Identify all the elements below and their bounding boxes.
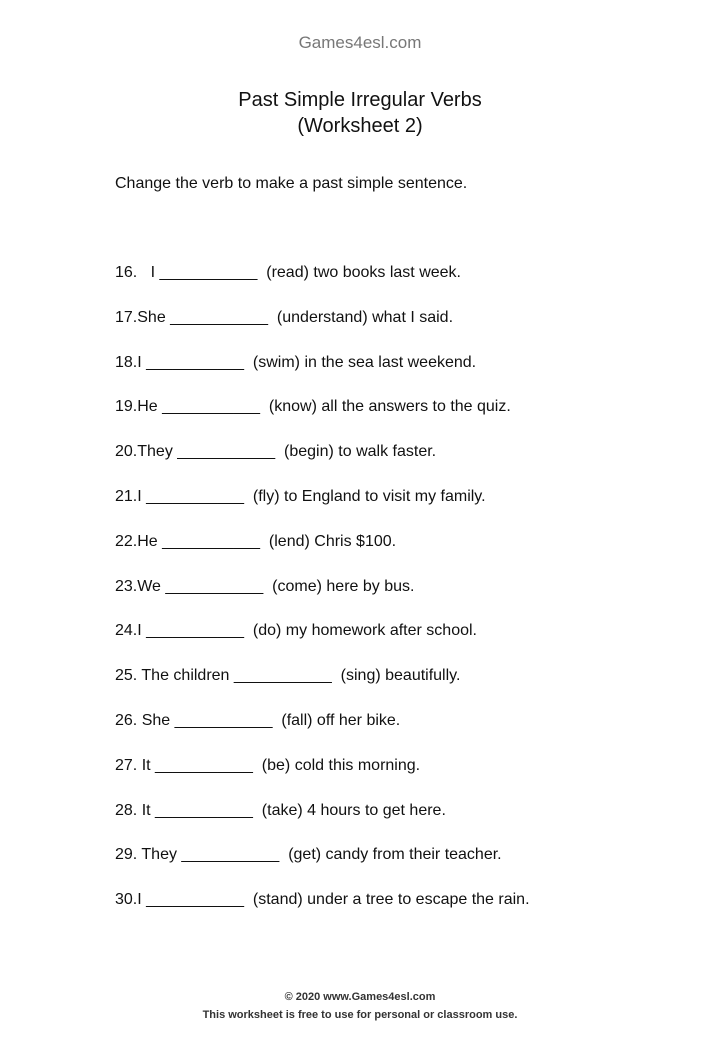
question-item: 29. They ___________ (get) candy from their teacher. xyxy=(115,846,502,864)
question-item: 28. It ___________ (take) 4 hours to get here. xyxy=(115,801,446,819)
question-item: 23.We ___________ (come) here by bus. xyxy=(115,577,415,595)
question-item: 21.I ___________ (fly) to England to visit my family. xyxy=(115,487,486,505)
question-item: 27. It ___________ (be) cold this morning. xyxy=(115,756,421,774)
site-header: Games4esl.com xyxy=(298,33,422,52)
question-item: 18.I ___________ (swim) in the sea last weekend. xyxy=(115,353,477,371)
instructions: Change the verb to make a past simple sentence. xyxy=(115,175,468,192)
question-item: 24.I ___________ (do) my homework after school. xyxy=(115,622,477,640)
question-item: 16. I ___________ (read) two books last week. xyxy=(115,264,461,281)
question-item: 20.They ___________ (begin) to walk faster. xyxy=(115,443,437,461)
question-item: 22.He ___________ (lend) Chris $100. xyxy=(115,532,397,550)
question-item: 25. The children ___________ (sing) beautifully. xyxy=(115,667,461,685)
title-line-2: (Worksheet 2) xyxy=(297,115,423,137)
title-line-1: Past Simple Irregular Verbs xyxy=(238,89,482,111)
question-item: 19.He ___________ (know) all the answers to the quiz. xyxy=(115,398,511,416)
question-item: 17.She ___________ (understand) what I said. xyxy=(115,308,454,326)
footer-copyright: © 2020 www.Games4esl.com xyxy=(284,991,436,1003)
footer-notice: This worksheet is free to use for personal or classroom use. xyxy=(202,1009,518,1021)
question-item: 26. She ___________ (fall) off her bike. xyxy=(115,711,401,729)
worksheet-title xyxy=(0,87,720,139)
question-list xyxy=(115,262,530,934)
footer xyxy=(0,988,720,1024)
question-item: 30.I ___________ (stand) under a tree to escape the rain. xyxy=(115,891,530,909)
